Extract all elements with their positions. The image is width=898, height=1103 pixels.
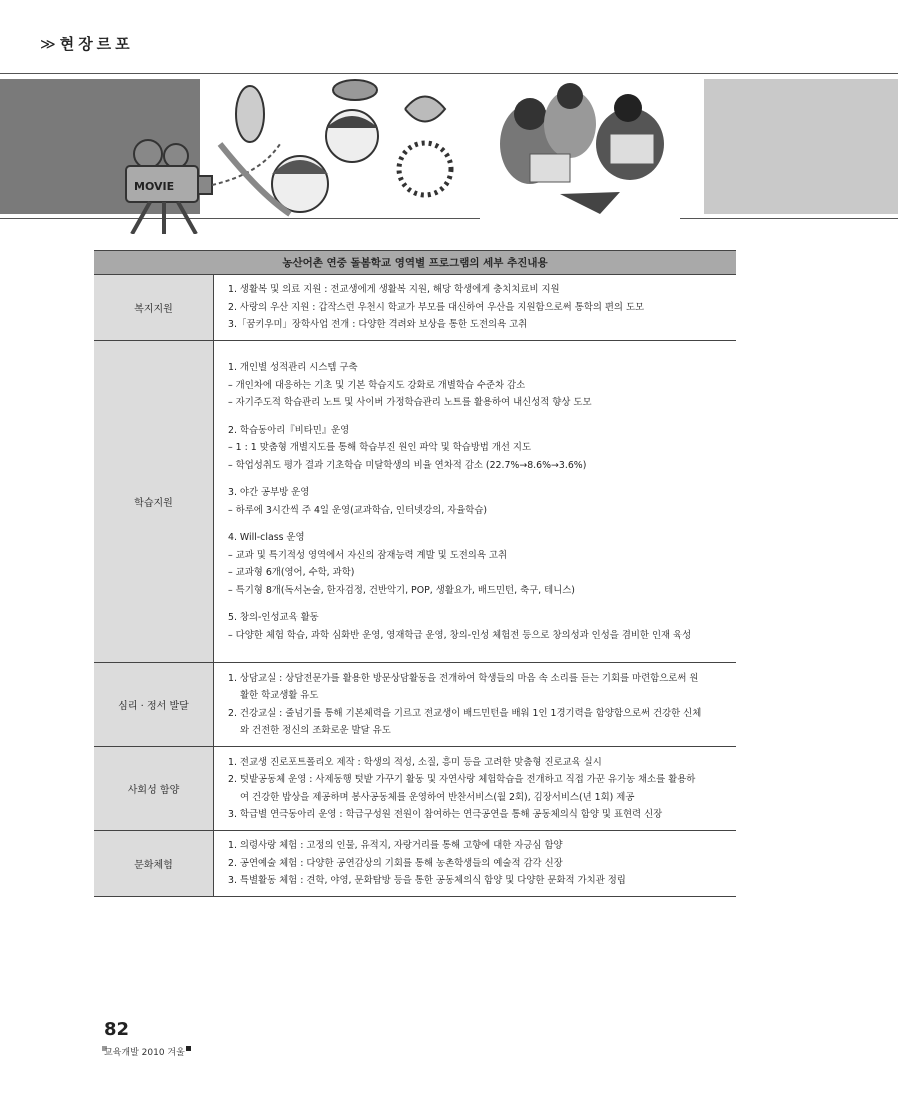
- table-row: [94, 747, 736, 831]
- content-line: – 자기주도적 학습관리 노트 및 사이버 가정학습관리 노트를 활용하여 내신성적 향상 도모: [228, 397, 592, 408]
- program-table: [94, 250, 736, 897]
- row-content: [214, 341, 737, 663]
- content-line: – 개인차에 대응하는 기초 및 기본 학습지도 강화로 개별학습 수준차 감소: [228, 379, 526, 391]
- content-line: 1. 개인별 성적관리 시스템 구축: [228, 362, 358, 373]
- content-line: 1. 상담교실 : 상담전문가를 활용한 방문상담활동을 전개하여 학생들의 마음 속 소리를 듣는 기회를 마련함으로써 원: [228, 672, 699, 684]
- table-title: 농산어촌 연중 돌봄학교 영역별 프로그램의 세부 추진내용: [94, 251, 736, 275]
- row-content: [214, 663, 737, 747]
- content-line: 1. 전교생 진로포트폴리오 제작 : 학생의 적성, 소질, 흥미 등을 고려한 맞춤형 진로교육 실시: [228, 756, 602, 768]
- category-welfare: 복지지원: [94, 275, 214, 341]
- content-line: 3. 학급별 연극동아리 운영 : 학급구성원 전원이 참여하는 연극공연을 통해 공동체의식 함양 및 표현력 신장: [228, 809, 663, 820]
- row-content: [214, 831, 737, 897]
- content-line: 3. 특별활동 체험 : 견학, 야영, 문화탐방 등을 통한 공동체의식 함양 및 다양한 문화적 가치관 정립: [228, 875, 626, 887]
- content-line: 5. 창의-인성교육 활동: [228, 612, 319, 623]
- content-line: 1. 의령사랑 체험 : 고정의 인물, 유적지, 자랑거리를 통해 고향에 대한 자긍심 함양: [228, 840, 563, 852]
- content-line: – 하루에 3시간씩 주 4일 운영(교과학습, 인터넷강의, 자율학습): [228, 504, 488, 516]
- content-line: – 교과 및 특기적성 영역에서 자신의 잠재능력 계발 및 도전의욕 고취: [228, 549, 508, 561]
- content-line: 2. 건강교실 : 줄넘기를 통해 기본체력을 기르고 전교생이 배드민턴을 배워 1인 1경기력을 함양함으로써 건강한 신체: [228, 707, 702, 719]
- category-learning: 학습지원: [94, 341, 214, 663]
- content-line: 2. 텃밭공동체 운영 : 사제동행 텃밭 가꾸기 활동 및 자연사랑 체험학습을 전개하고 직접 가꾼 유기농 채소를 활용하: [228, 774, 696, 785]
- content-line: 4. Will-class 운영: [228, 532, 305, 543]
- content-line: 2. 학습동아리『비타민』운영: [228, 424, 350, 436]
- chevron-icon: ≫: [40, 35, 56, 53]
- students-photo: [480, 80, 680, 230]
- page-number: 82: [104, 1019, 130, 1040]
- section-title: 현장르포: [59, 35, 134, 53]
- content-line: – 교과형 6개(영어, 수학, 과학): [228, 567, 355, 578]
- table-row: [94, 275, 736, 341]
- content-line: – 특기형 8개(독서논술, 한자검정, 건반악기, POP, 생활요가, 배드민턴, 축구, 테니스): [228, 584, 575, 596]
- content-line: 활한 학교생활 유도: [240, 690, 319, 701]
- cartoon-children-illustration: [220, 80, 451, 214]
- content-line: 여 건강한 밥상을 제공하며 봉사공동체를 운영하여 반찬서비스(월 2회), 김장서비스(년 1회) 제공: [240, 791, 635, 803]
- category-culture: 문화체험: [94, 831, 214, 897]
- content-line: 3.「꿈키우미」장학사업 전개 : 다양한 격려와 보상을 통한 도전의욕 고취: [228, 319, 528, 331]
- content-line: 2. 공연예술 체험 : 다양한 공연감상의 기회를 통해 농촌학생들의 예술적 감각 신장: [228, 857, 563, 869]
- content-line: – 다양한 체험 학습, 과학 심화반 운영, 영재학급 운영, 창의-인성 체험전 등으로 창의성과 인성을 겸비한 인재 육성: [228, 629, 692, 641]
- banner-illustration: [100, 74, 704, 234]
- content-line: – 학업성취도 평가 결과 기초학습 미달학생의 비율 연차적 감소 (22.7%→8.6%→3.6%): [228, 459, 587, 471]
- movie-label: MOVIE: [134, 180, 175, 193]
- publication-label: 교육개발 2010 겨울: [104, 1048, 185, 1058]
- table-row: [94, 663, 736, 747]
- content-line: 2. 사랑의 우산 지원 : 갑작스런 우천시 학교가 부모를 대신하여 우산을 지원함으로써 통학의 편의 도모: [228, 301, 645, 313]
- category-emotional: 심리 · 정서 발달: [94, 663, 214, 747]
- row-content: [214, 275, 737, 341]
- banner-right-panel: [704, 79, 898, 214]
- content-line: 1. 생활복 및 의료 지원 : 전교생에게 생활복 지원, 해당 학생에게 충치치료비 지원: [228, 284, 560, 296]
- footer-square-icon: [186, 1046, 191, 1051]
- row-content: [214, 747, 737, 831]
- content-line: 3. 야간 공부방 운영: [228, 487, 310, 498]
- table-row: [94, 341, 736, 663]
- section-header: [40, 33, 134, 54]
- content-line: 와 건전한 정신의 조화로운 발달 유도: [240, 725, 391, 736]
- content-line: – 1 : 1 맞춤형 개별지도를 통해 학습부진 원인 파악 및 학습방법 개선 지도: [228, 442, 532, 453]
- table-row: [94, 831, 736, 897]
- category-social: 사회성 함양: [94, 747, 214, 831]
